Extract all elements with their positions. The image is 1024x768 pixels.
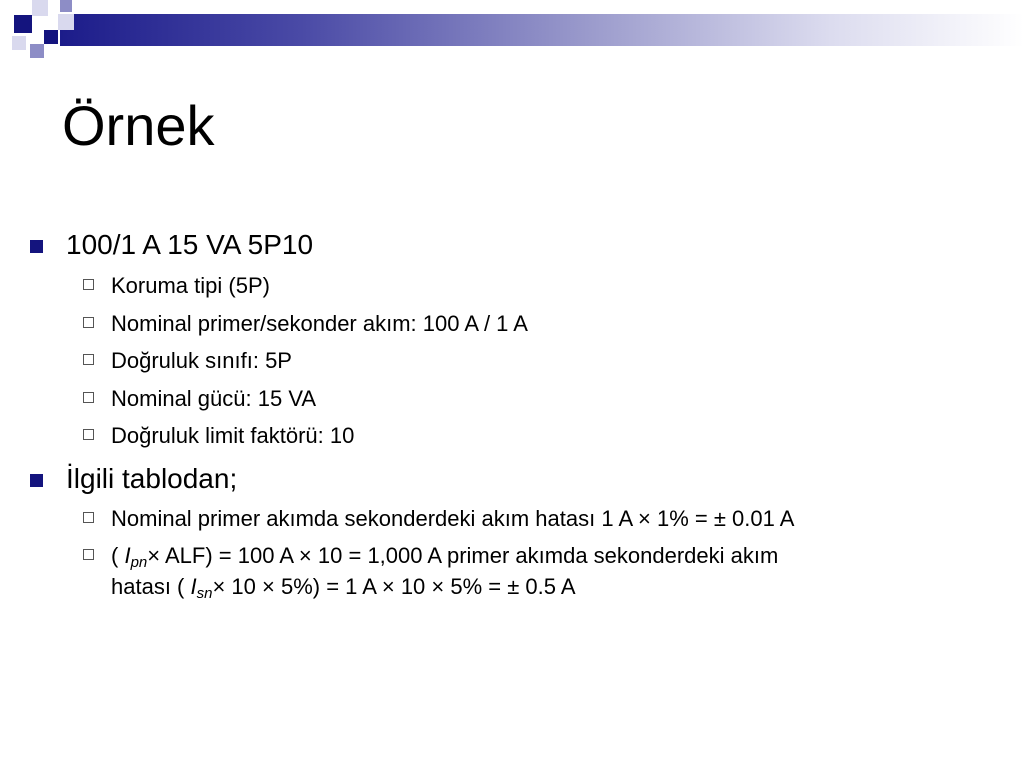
variable-letter: I — [190, 574, 197, 599]
hollow-square-icon — [83, 512, 94, 523]
sub-bullet-item — [111, 383, 1001, 414]
variable-subscript: sn — [196, 585, 213, 602]
formula-line-2 — [111, 571, 1001, 602]
bullet-text: İlgili tablodan; — [66, 463, 238, 494]
hollow-square-icon — [83, 354, 94, 365]
sub-bullet-item-formula — [111, 540, 1001, 602]
formula-text-prefix: hatası ( — [111, 574, 191, 599]
bullet-item — [66, 228, 313, 262]
formula-text-2: × 10 × 5%) = 1 A × 10 × 5% = ± 0.5 A — [212, 574, 576, 599]
bullet-item — [66, 462, 237, 496]
current-symbol-primary — [124, 543, 148, 571]
sub-bullet-text: Koruma tipi (5P) — [111, 273, 270, 298]
filled-square-icon — [30, 240, 43, 253]
hollow-square-icon — [83, 279, 94, 290]
decor-square-icon — [32, 0, 48, 16]
header-gradient-bar — [60, 14, 1024, 46]
formula-open-paren: ( — [111, 543, 125, 568]
variable-letter: I — [124, 543, 131, 568]
sub-bullet-text: Doğruluk limit faktörü: 10 — [111, 423, 355, 448]
decor-square-icon — [12, 36, 26, 50]
formula-text-1: × ALF) = 100 A × 10 = 1,000 A primer akımda sekonderdeki akım — [147, 543, 779, 568]
decor-square-icon — [60, 0, 72, 12]
hollow-square-icon — [83, 549, 94, 560]
sub-bullet-item — [111, 420, 1001, 451]
hollow-square-icon — [83, 429, 94, 440]
decor-square-icon — [58, 14, 74, 30]
hollow-square-icon — [83, 392, 94, 403]
sub-bullet-text: Nominal primer akımda sekonderdeki akım hatası 1 A × 1% = ± 0.01 A — [111, 506, 795, 531]
decor-square-icon — [14, 15, 32, 33]
bullet-text: 100/1 A 15 VA 5P10 — [66, 229, 314, 260]
filled-square-icon — [30, 474, 43, 487]
sub-bullet-text: Nominal gücü: 15 VA — [111, 386, 317, 411]
sub-bullet-item — [111, 503, 1001, 534]
sub-bullet-text: Doğruluk sınıfı: 5P — [111, 348, 292, 373]
slide-title: Örnek — [62, 94, 215, 157]
formula-line-1 — [111, 540, 1001, 571]
sub-bullet-item — [111, 270, 1001, 301]
sub-bullet-text: Nominal primer/sekonder akım: 100 A / 1 A — [111, 311, 528, 336]
decor-square-icon — [30, 44, 44, 58]
decor-square-icon — [44, 30, 58, 44]
variable-subscript: pn — [130, 554, 148, 571]
current-symbol-secondary — [190, 574, 213, 602]
sub-bullet-item — [111, 345, 1001, 376]
sub-bullet-item — [111, 308, 1001, 339]
hollow-square-icon — [83, 317, 94, 328]
